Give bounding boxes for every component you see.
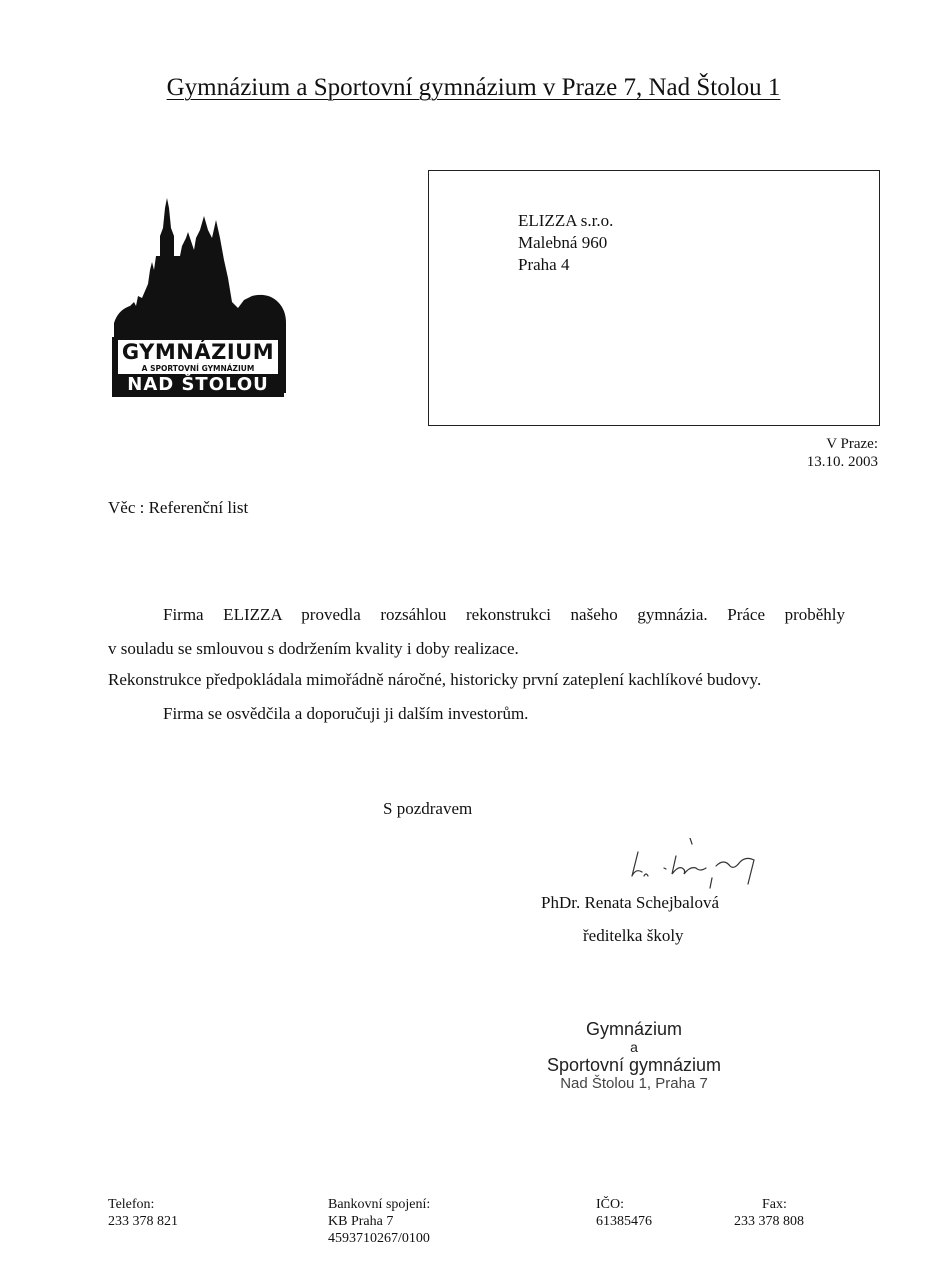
body-paragraph-1: Firma ELIZZA provedla rozsáhlou rekonstrukci našeho gymnázia. Práce proběhly bbox=[163, 605, 845, 624]
ico-label: IČO: bbox=[596, 1197, 624, 1212]
letterhead-title-text: Gymnázium a Sportovní gymnázium v Praze 7, Nad Štolou 1 bbox=[166, 74, 781, 101]
signer-name: PhDr. Renata Schejbalová bbox=[541, 893, 719, 912]
date-value: 13.10. 2003 bbox=[806, 454, 878, 470]
stamp-line-4: Nad Štolou 1, Praha 7 bbox=[560, 1075, 708, 1092]
recipient-box bbox=[428, 170, 880, 426]
stamp-line-1: Gymnázium bbox=[585, 1019, 683, 1039]
bank-label: Bankovní spojení: bbox=[328, 1197, 431, 1212]
phone-label: Telefon: bbox=[108, 1197, 155, 1212]
date-place: V Praze: bbox=[826, 436, 878, 452]
closing-greeting: S pozdravem bbox=[383, 799, 473, 818]
fax-value: 233 378 808 bbox=[734, 1214, 804, 1229]
fax-label: Fax: bbox=[762, 1197, 787, 1212]
subject-line: Věc : Referenční list bbox=[108, 498, 249, 517]
logo-line-3: NAD ŠTOLOU bbox=[127, 374, 269, 395]
phone-value: 233 378 821 bbox=[108, 1214, 178, 1229]
body-paragraph-2: Rekonstrukce předpokládala mimořádně náročné, historicky první zateplení kachlíkové budovy. bbox=[108, 670, 762, 689]
bank-account: 4593710267/0100 bbox=[328, 1231, 430, 1246]
footer-fax bbox=[734, 1196, 804, 1230]
recipient-line-2: Malebná 960 bbox=[518, 233, 608, 252]
footer-bank bbox=[328, 1196, 430, 1247]
letterhead-title bbox=[0, 74, 947, 102]
logo-line-1: GYMNÁZIUM bbox=[118, 340, 278, 364]
recipient-line-3: Praha 4 bbox=[518, 255, 570, 274]
letter-date bbox=[770, 435, 878, 471]
body-paragraph-3: Firma se osvědčila a doporučuji ji dalším investorům. bbox=[163, 704, 529, 723]
handwritten-signature bbox=[620, 838, 770, 893]
footer-ico bbox=[596, 1196, 652, 1230]
ico-value: 61385476 bbox=[596, 1214, 652, 1229]
logo-line-2: A SPORTOVNÍ GYMNÁZIUM bbox=[118, 364, 278, 374]
school-stamp bbox=[500, 1019, 768, 1093]
bank-name: KB Praha 7 bbox=[328, 1214, 394, 1229]
logo-wordmark bbox=[112, 337, 284, 397]
stamp-line-2: a bbox=[630, 1039, 638, 1055]
body-paragraph-1-cont: v souladu se smlouvou s dodržením kvality i doby realizace. bbox=[108, 639, 519, 658]
signer-role: ředitelka školy bbox=[583, 926, 684, 945]
recipient-line-1: ELIZZA s.r.o. bbox=[518, 211, 614, 230]
footer-phone bbox=[108, 1196, 178, 1230]
stamp-line-3: Sportovní gymnázium bbox=[546, 1055, 722, 1075]
recipient-address bbox=[518, 210, 613, 276]
